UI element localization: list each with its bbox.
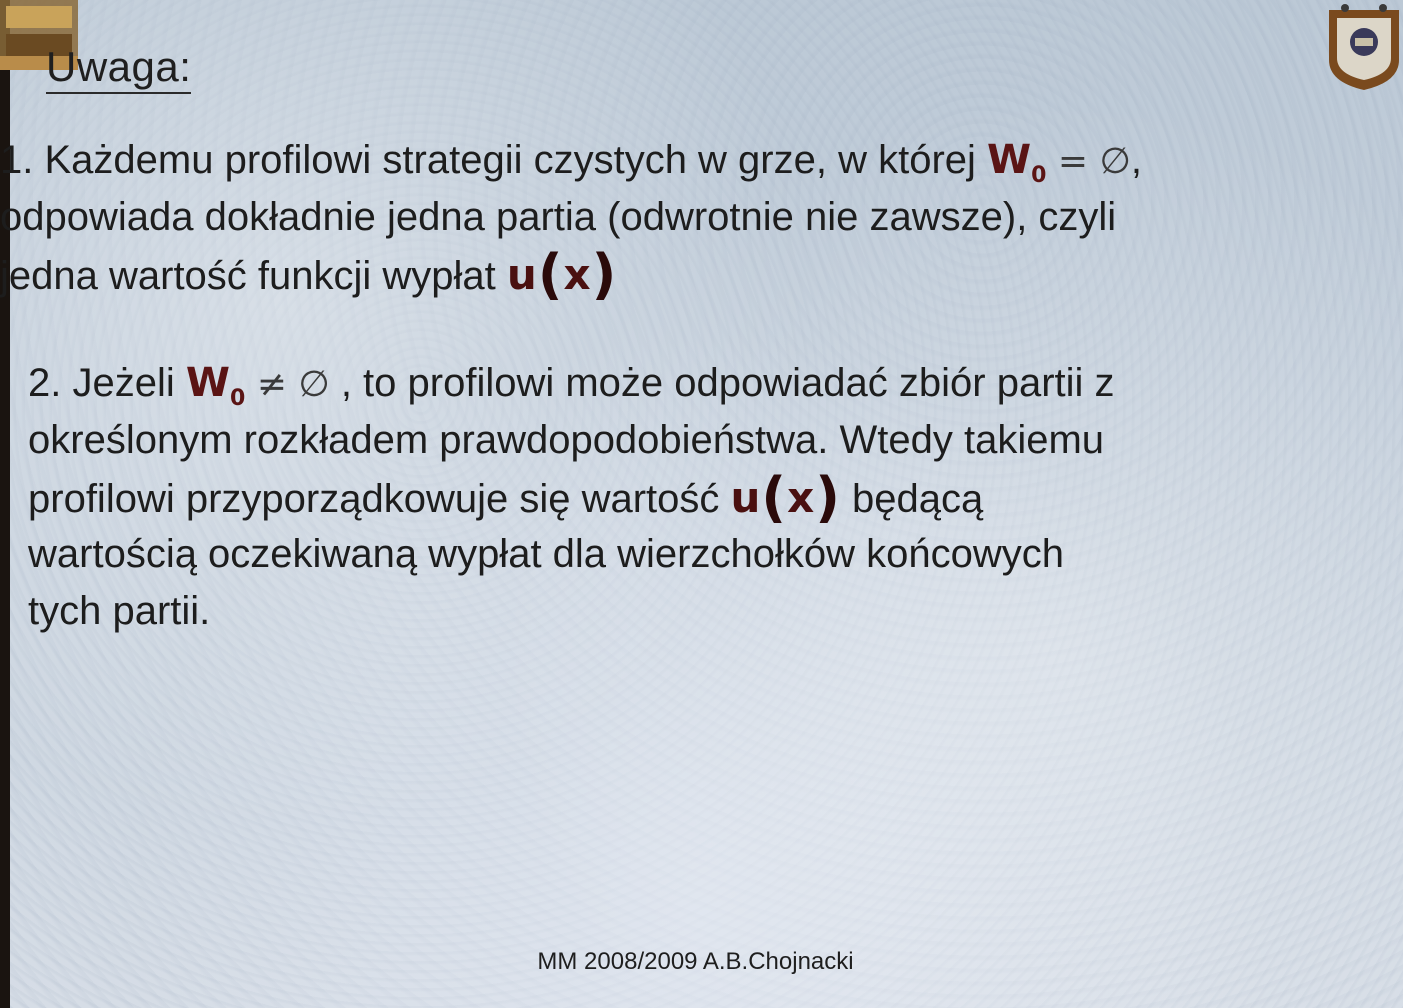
point-2-line-3 bbox=[28, 466, 1115, 529]
point-1-line-2: odpowiada dokładnie jedna partia (odwrotnie nie zawsze), czyli bbox=[0, 195, 1117, 239]
point-2-line-2: określonym rozkładem prawdopodobieństwa. Wtedy takiemu bbox=[28, 418, 1105, 462]
point-1-line-1-text: 1. Każdemu profilowi strategii czystych w grze, w której bbox=[0, 138, 988, 182]
point-2-line-1-end: , to profilowi może odpowiadać zbiór partii z bbox=[329, 361, 1115, 405]
point-1-line-1-end: , bbox=[1130, 138, 1142, 182]
payoff-function-u: u(x) bbox=[730, 466, 841, 529]
empty-set-inequality: ≠ ∅ bbox=[245, 364, 330, 405]
payoff-function-u: u(x) bbox=[506, 243, 618, 306]
point-1-line-3-text: jedna wartość funkcji wypłat bbox=[0, 254, 507, 298]
w0-symbol: $W_0$ bbox=[185, 360, 246, 411]
empty-set-equality: = ∅ bbox=[1046, 141, 1131, 182]
point-2-line-5: tych partii. bbox=[28, 589, 211, 633]
point-2-line-3-end: będącą bbox=[840, 477, 984, 521]
w0-symbol: $W_0$ bbox=[987, 137, 1047, 188]
point-2-line-4: wartością oczekiwaną wypłat dla wierzchołków końcowych bbox=[28, 532, 1064, 576]
point-2-line-3-start: profilowi przyporządkowuje się wartość bbox=[28, 477, 731, 521]
slide-footer bbox=[0, 948, 1403, 976]
point-1-paragraph bbox=[0, 132, 1142, 306]
point-1-line-1 bbox=[0, 132, 1142, 189]
point-2-paragraph bbox=[28, 355, 1115, 640]
slide-title: Uwaga: bbox=[46, 44, 191, 94]
university-crest-icon bbox=[1325, 0, 1403, 92]
point-2-line-1 bbox=[28, 355, 1115, 412]
point-1-line-3 bbox=[0, 243, 1142, 306]
point-2-line-1-start: 2. Jeżeli bbox=[28, 361, 186, 405]
footer-text: MM 2008/2009 A.B.Chojnacki bbox=[537, 948, 854, 975]
